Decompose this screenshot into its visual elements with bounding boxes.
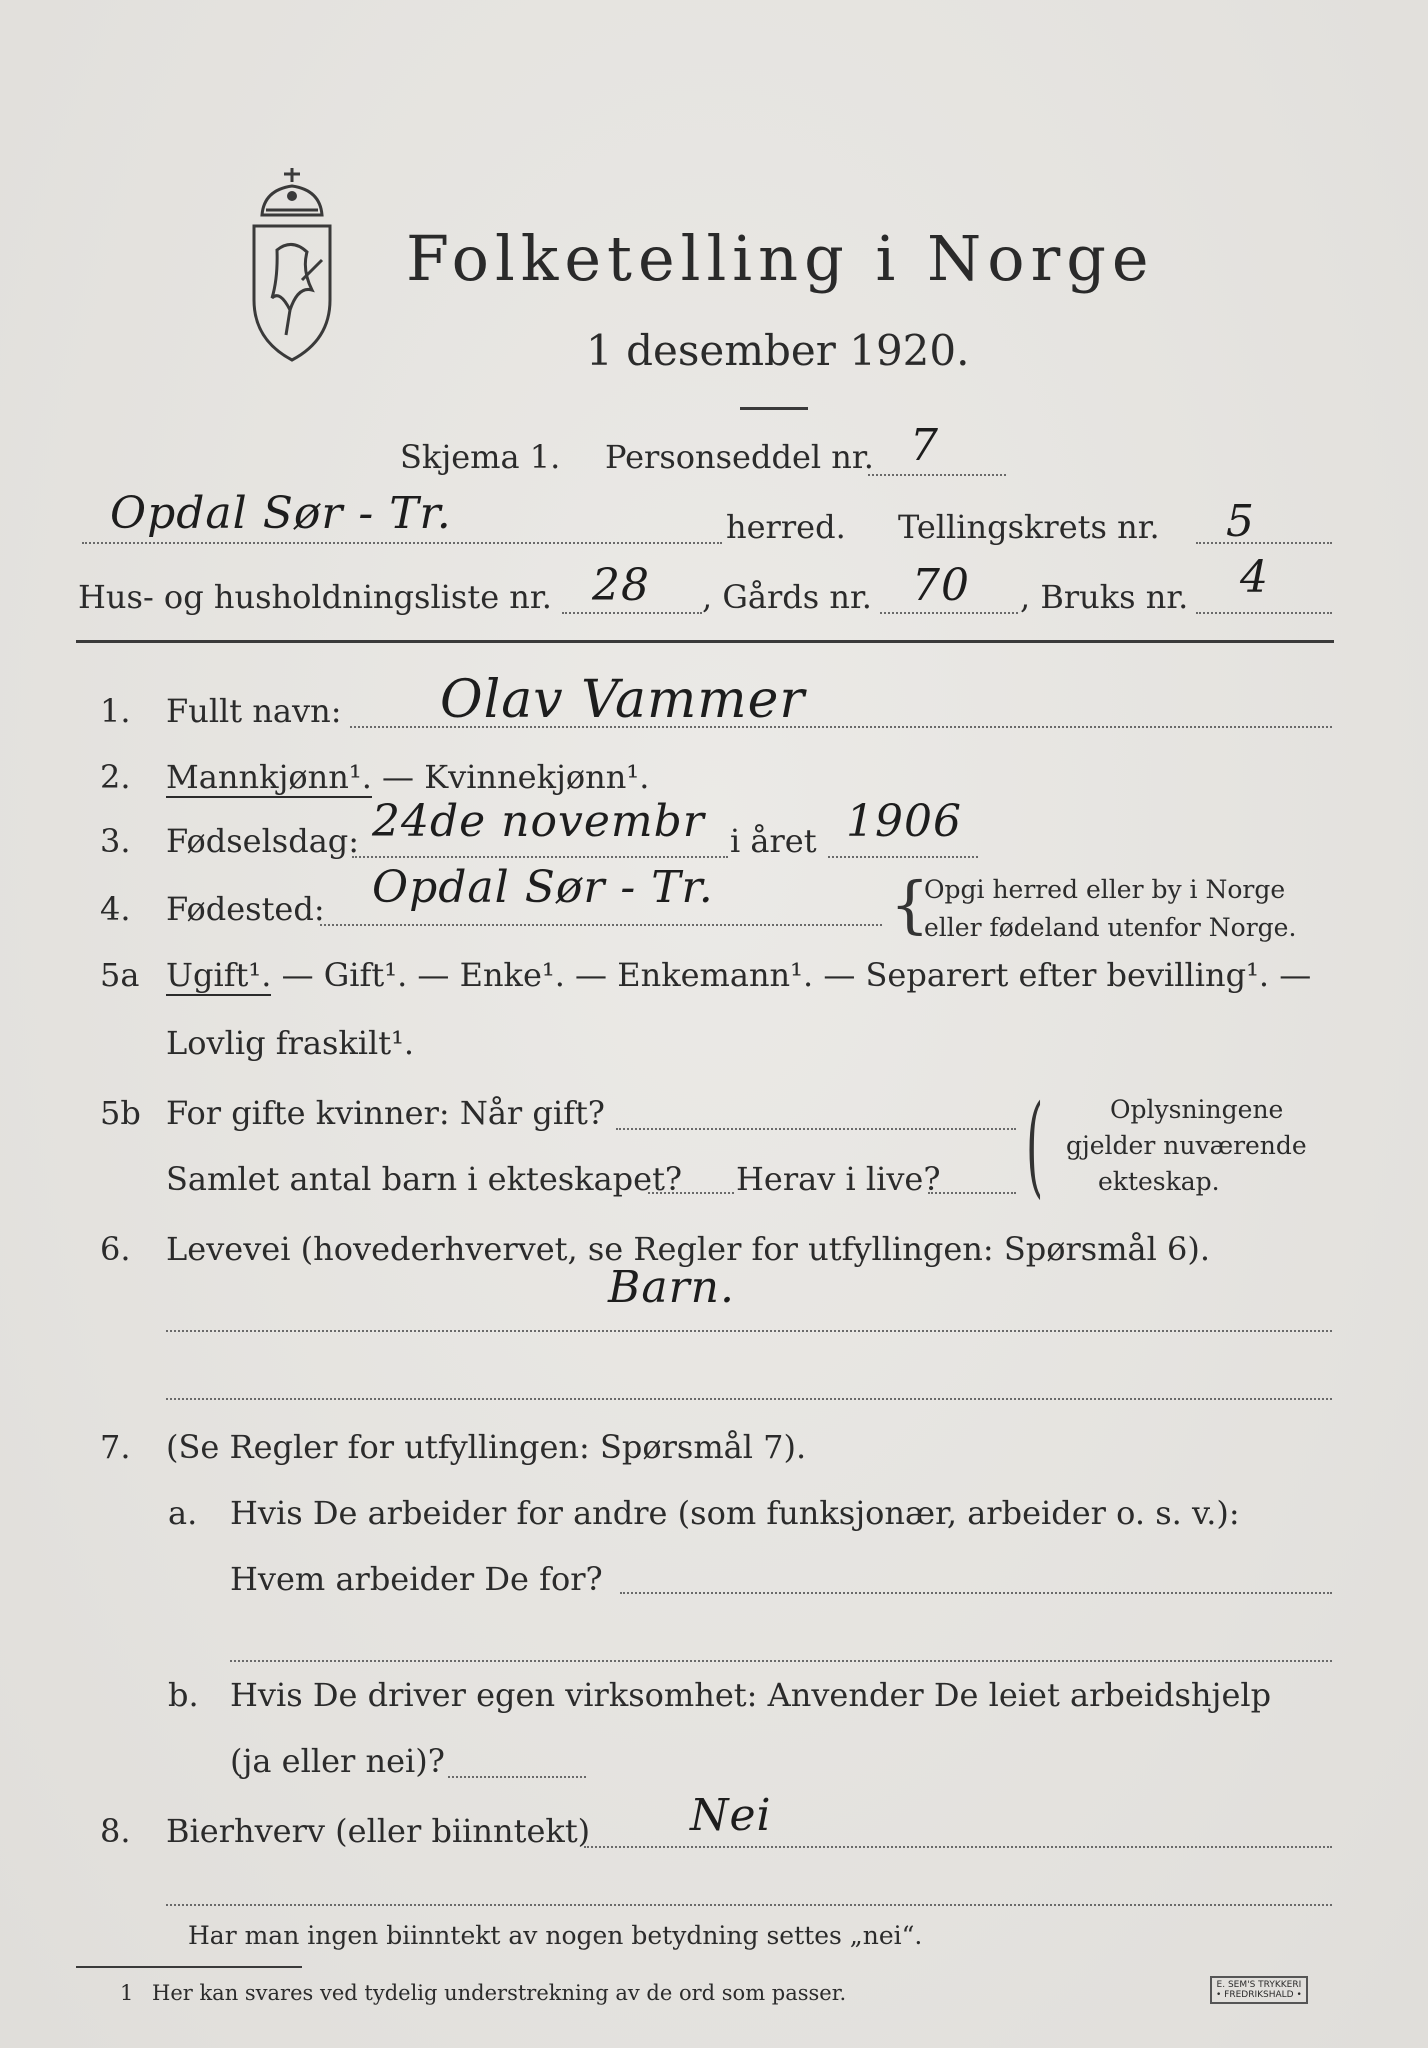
gards-field-line — [880, 612, 1018, 614]
bruks-field-line — [1196, 612, 1332, 614]
note-nei: Har man ingen biinntekt av nogen betydning settes „nei“. — [188, 1921, 923, 1950]
hus-value: 28 — [592, 560, 650, 611]
q7b-label2: (ja eller nei)? — [230, 1742, 445, 1780]
herred-label: herred. — [726, 508, 846, 546]
personseddel-value: 7 — [910, 420, 939, 471]
q8-field-line-2 — [166, 1904, 1332, 1906]
q5b-label-alive: Herav i live? — [736, 1160, 941, 1198]
printer-stamp — [1210, 1976, 1308, 2004]
q5b-note-brace: ( — [1026, 1081, 1044, 1209]
q1-full-name: Olav Vammer — [440, 670, 806, 730]
gards-value: 70 — [912, 560, 970, 611]
bruks-label: , Bruks nr. — [1020, 578, 1189, 616]
q7b-label: Hvis De driver egen virksomhet: Anvender De leiet arbeidshjelp — [230, 1676, 1272, 1714]
herred-field-line — [82, 542, 722, 544]
tellingskrets-field-line — [1196, 542, 1332, 544]
q5a-other-options: — Gift¹. — Enke¹. — Enkemann¹. — Separert efter bevilling¹. — — [271, 956, 1312, 994]
q5a-marital-status — [166, 956, 1311, 994]
footnote-number: 1 — [120, 1981, 134, 2005]
q5b-label-children: Samlet antal barn i ekteskapet? — [166, 1160, 683, 1198]
q4-label: Fødested: — [166, 890, 325, 928]
header-divider — [76, 640, 1334, 643]
q3-year-value: 1906 — [846, 796, 962, 847]
q3-field-line — [352, 856, 728, 858]
q8-label: Bierhverv (eller biinntekt) — [166, 1812, 591, 1850]
q2-number: 2. — [100, 758, 131, 796]
herred-value: Opdal Sør - Tr. — [110, 488, 452, 539]
q6-field-line-1 — [166, 1330, 1332, 1332]
q5b-note-line1: Oplysningene — [1110, 1095, 1284, 1124]
q3-number: 3. — [100, 822, 131, 860]
q5b-label-when-married: For gifte kvinner: Når gift? — [166, 1094, 605, 1132]
q5b-alive-field-line — [928, 1192, 1016, 1194]
q4-number: 4. — [100, 890, 131, 928]
q2-male-option: Mannkjønn¹. — [166, 758, 372, 796]
q4-note-brace: { — [890, 868, 930, 941]
personseddel-field-line — [868, 474, 1006, 476]
q1-number: 1. — [100, 692, 131, 730]
q4-note-line2: eller fødeland utenfor Norge. — [924, 913, 1297, 942]
form-title: Folketelling i Norge — [406, 222, 1155, 295]
personseddel-label: Personseddel nr. — [605, 438, 874, 476]
q3-year-field-line — [828, 856, 978, 858]
norway-coat-of-arms-icon — [232, 160, 352, 370]
q6-number: 6. — [100, 1230, 131, 1268]
q5a-number: 5a — [100, 956, 140, 994]
bruks-value: 4 — [1240, 552, 1269, 603]
q4-birthplace-value: Opdal Sør - Tr. — [372, 862, 714, 913]
q7a-label2: Hvem arbeider De for? — [230, 1560, 603, 1598]
q4-note-line1: Opgi herred eller by i Norge — [924, 875, 1286, 904]
q8-number: 8. — [100, 1812, 131, 1850]
tellingskrets-label: Tellingskrets nr. — [898, 508, 1160, 546]
q6-occupation-value: Barn. — [608, 1262, 735, 1313]
q5a-line2: Lovlig fraskilt¹. — [166, 1024, 415, 1062]
q7b-letter: b. — [168, 1676, 199, 1714]
title-divider — [740, 407, 808, 410]
q7-label: (Se Regler for utfyllingen: Spørsmål 7). — [166, 1428, 807, 1466]
q7b-field-line — [448, 1776, 586, 1778]
q2-gender — [166, 758, 649, 796]
q5b-note-line3: ekteskap. — [1098, 1167, 1220, 1196]
printer-stamp-line1: E. SEM'S TRYKKERI — [1216, 1980, 1302, 1990]
gards-label: , Gårds nr. — [702, 578, 872, 616]
hus-label: Hus- og husholdningsliste nr. — [78, 578, 552, 616]
hus-field-line — [562, 612, 702, 614]
q6-field-line-2 — [166, 1398, 1332, 1400]
q7a-letter: a. — [168, 1494, 198, 1532]
q5b-number: 5b — [100, 1094, 141, 1132]
q4-field-line — [320, 924, 882, 926]
q8-field-line-1 — [584, 1846, 1332, 1848]
q5b-children-field-line — [648, 1192, 734, 1194]
q5b-note-line2: gjelder nuværende — [1066, 1131, 1307, 1160]
footnote-text: Her kan svares ved tydelig understrekning av de ord som passer. — [152, 1981, 847, 2005]
q3-label: Fødselsdag: — [166, 822, 360, 860]
q5a-ugift-option: Ugift¹. — [166, 956, 272, 994]
footnote-divider — [76, 1966, 302, 1968]
q7a-field-line-1 — [620, 1592, 1332, 1594]
q7a-label: Hvis De arbeider for andre (som funksjonær, arbeider o. s. v.): — [230, 1494, 1240, 1532]
q1-label: Fullt navn: — [166, 692, 342, 730]
tellingskrets-value: 5 — [1226, 496, 1255, 547]
q3-birthday-value: 24de novembr — [372, 796, 705, 847]
q5b-when-married-field-line — [616, 1128, 1016, 1130]
skjema-label: Skjema 1. — [400, 438, 561, 476]
form-date: 1 desember 1920. — [586, 326, 970, 375]
q8-side-income-value: Nei — [690, 1790, 772, 1841]
q6-label: Levevei (hovederhvervet, se Regler for utfyllingen: Spørsmål 6). — [166, 1230, 1211, 1268]
q7a-field-line-2 — [230, 1660, 1332, 1662]
printer-stamp-line2: • FREDRIKSHALD • — [1216, 1990, 1302, 2000]
q2-other-options: — Kvinnekjønn¹. — [371, 758, 650, 796]
q7-number: 7. — [100, 1428, 131, 1466]
q3-year-label: i året — [730, 822, 817, 860]
